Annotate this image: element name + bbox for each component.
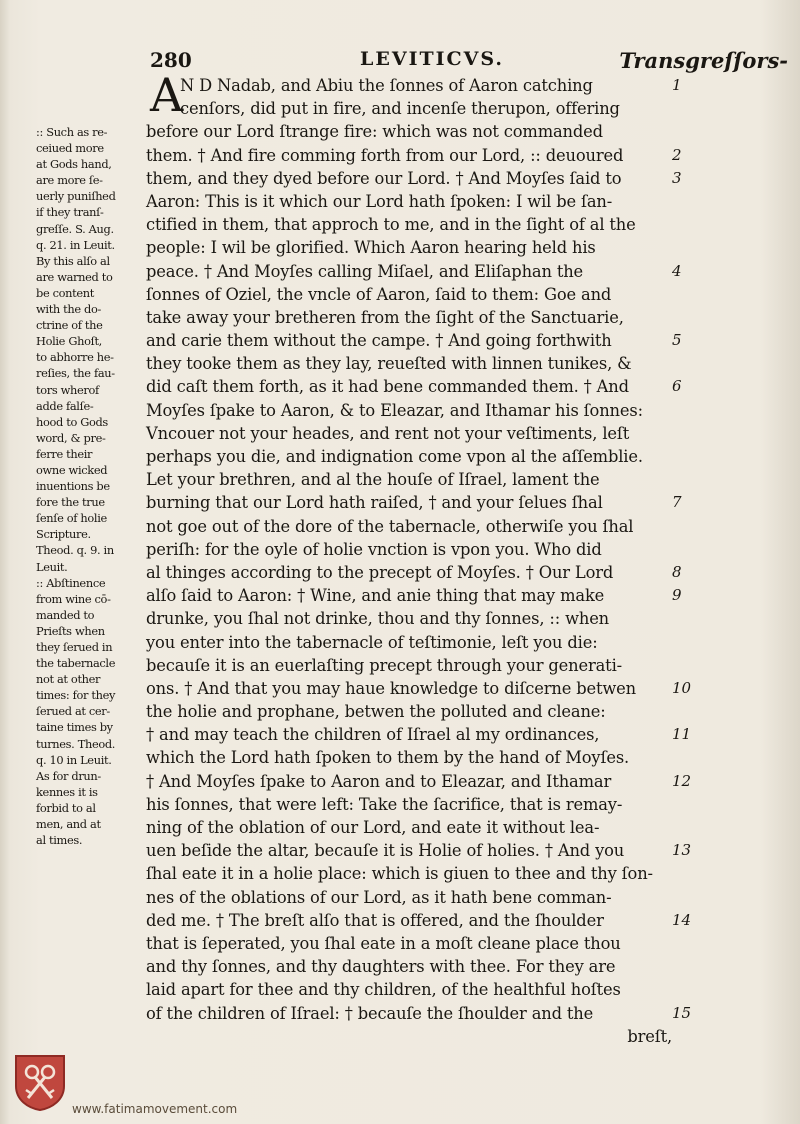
text-line: ctified in them, that approch to me, and in the ſight of al the [146,215,636,235]
scripture-text [146,68,672,1048]
margin-note-line: reſies, the fau- [36,366,115,381]
margin-note-line: from wine cō- [36,591,111,606]
margin-note-line: ceiued more [36,141,104,156]
margin-note-line: Theod. q. 9. in [36,543,114,558]
margin-note-line: be content [36,285,94,300]
margin-note-line: q. 21. in Leuit. [36,237,115,252]
text-line: not goe out of the dore of the tabernacle, otherwiſe you ſhal [146,516,634,536]
margin-note-line: Leuit. [36,559,68,574]
text-line: ons. † And that you may haue knowledge to diſcerne betwen [146,678,636,698]
verse-number: 1 [672,76,682,94]
text-line: uen beſide the altar, becauſe it is Holie of holies. † And you [146,841,625,861]
text-line: drunke, you ſhal not drinke, thou and thy ſonnes, :: when [146,609,610,629]
margin-note-line: hood to Gods [36,414,108,429]
verse-number [672,538,712,561]
margin-note-line: not at other [36,672,101,687]
verse-number [672,793,712,816]
page-number: 280 [150,48,192,72]
book-title: LEVITICVS. [360,48,505,70]
margin-note-line: uerly puniſhed [36,189,116,204]
text-line: nes of the oblations of our Lord, as it hath bene comman- [146,887,612,907]
text-line: his ſonnes, that were left: Take the ſacrifice, that is remay- [146,794,623,814]
margin-note-line: taine times by [36,720,113,735]
verse-number [672,445,712,468]
margin-note-line: forbid to al [36,800,96,815]
verse-number [672,816,712,839]
verse-number [672,978,712,1001]
text-line: did caſt them forth, as it had bene commanded them. † And [146,377,629,397]
verse-number [672,862,712,885]
verse-number: 7 [672,493,682,512]
verse-number [672,631,712,654]
text-line: laid apart for thee and thy children, of the healthful hoſtes [146,980,621,1000]
margin-note-line: Prieſts when [36,623,105,638]
margin-note-line: :: Such as re- [36,125,108,139]
text-line: becauſe it is an euerlaſting precept through your generati- [146,655,622,675]
margin-note-line: manded to [36,607,95,622]
verse-number [672,283,712,306]
text-line: the holie and prophane, betwen the polluted and cleane: [146,702,606,722]
verse-number: 12 [672,771,692,790]
verse-numbers [672,74,712,1048]
text-line: of the children of Iſrael: † becauſe the ſhoulder and the [146,1003,594,1023]
page-header [0,48,800,74]
text-line: them, and they dyed before our Lord. † And Moyſes ſaid to [146,168,622,188]
verse-number: 4 [672,261,682,280]
margin-note-line: inuentions be [36,479,110,494]
verse-number [672,422,712,445]
text-line: perhaps you die, and indignation come vpon al the aſſemblie. [146,447,643,466]
verse-number [672,120,712,143]
text-line: periſh: for the oyle of holie vnction is vpon you. Who did [146,539,602,559]
margin-note-line: Holie Ghoſt, [36,334,102,349]
verse-number: 8 [672,562,682,581]
margin-note-line: they ſerued in [36,640,113,654]
margin-note-line: By this alſo al [36,253,110,268]
margin-note-line: men, and at [36,817,101,832]
margin-note-line: the tabernacle [36,656,116,671]
margin-note-line: are more ſe- [36,173,103,188]
margin-note-line: tors wherof [36,382,99,397]
text-line: you enter into the tabernacle of teſtimonie, leſt you die: [146,632,598,652]
margin-note-line: Scripture. [36,527,91,542]
text-line: † And Moyſes ſpake to Aaron and to Eleazar, and Ithamar [146,771,612,791]
margin-note-line: turnes. Theod. [36,736,116,751]
verse-number [672,654,712,677]
margin-note-line: at Gods hand, [36,157,112,172]
verse-number: 11 [672,725,692,744]
verse-number [672,515,712,538]
text-line: ded me. † The breſt alſo that is offered, and the ſhoulder [146,910,604,930]
text-line: ning of the oblation of our Lord, and eate it without lea- [146,818,600,837]
verse-number: 13 [672,841,692,860]
text-line: that is ſeperated, you ſhal eate in a moſt cleane place thou [146,933,621,953]
text-line: Let your brethren, and al the houſe of Iſrael, lament the [146,470,600,490]
text-line: take away your bretheren from the ſight of the Sanctuarie, [146,307,624,327]
margin-note-line: ctrine of the [36,318,103,333]
drop-cap: A [150,68,184,122]
verse-number [672,97,712,120]
footer-url: www.fatimamovement.com [72,1102,238,1116]
text-line: and carie them without the campe. † And going forthwith [146,331,612,351]
margin-note-line: al times. [36,833,83,848]
margin-notes [36,124,142,848]
margin-note-line: greſſe. S. Aug. [36,221,114,236]
text-line: before our Lord ſtrange fire: which was not commanded [146,122,603,142]
verse-number: 9 [672,586,682,605]
margin-note-line: :: Abſtinence [36,575,106,590]
verse-number: 10 [672,678,692,697]
margin-note-line: with the do- [36,302,102,317]
margin-note-line: kennes it is [36,784,98,799]
margin-note-line: fore the true [36,495,105,510]
margin-note-line: owne wicked [36,462,108,477]
text-line: Aaron: This is it which our Lord hath ſpoken: I wil be ſan- [146,191,613,211]
margin-note-line: ferre their [36,446,93,461]
text-line: ſonnes of Oziel, the vncle of Aaron, ſaid to them: Goe and [146,284,612,304]
margin-note-line: if they tranſ- [36,205,104,220]
verse-number [672,886,712,909]
text-line: peace. † And Moyſes calling Miſael, and Eliſaphan the [146,261,584,281]
verse-number [672,236,712,259]
verse-number [672,306,712,329]
verse-number [672,1025,712,1048]
margin-note-line: ſerued at cer- [36,704,110,719]
fatima-crest-logo [12,1052,68,1112]
text-line: † and may teach the children of Iſrael al my ordinances, [146,725,600,745]
text-line: Vncouer not your heades, and rent not your veſtiments, leſt [146,423,630,443]
verse-number: 6 [672,377,682,396]
running-head: Transgreſſors- [619,48,788,73]
verse-number: 15 [672,1003,692,1022]
verse-number [672,190,712,213]
text-line: which the Lord hath ſpoken to them by the hand of Moyſes. [146,748,630,768]
verse-number: 3 [672,168,682,187]
verse-number [672,213,712,236]
verse-number [672,932,712,955]
text-line: breſt, [627,1026,672,1046]
margin-note-line: word, & pre- [36,430,106,445]
text-line: people: I wil be glorified. Which Aaron hearing held his [146,238,596,258]
text-line: ſhal eate it in a holie place: which is giuen to thee and thy ſon- [146,864,653,884]
verse-number: 2 [672,145,682,164]
text-line: alſo ſaid to Aaron: † Wine, and anie thing that may make [146,586,605,606]
text-line: and thy ſonnes, and thy daughters with thee. For they are [146,957,616,977]
text-line: they tooke them as they lay, reueſted with linnen tunikes, & [146,354,632,374]
text-line: N D Nadab, and Abiu the ſonnes of Aaron catching [180,76,593,95]
verse-number [672,468,712,491]
verse-number [672,700,712,723]
margin-note-line: ſenſe of holie [36,511,107,526]
verse-number [672,399,712,422]
margin-note-line: times: for they [36,688,116,703]
text-line: them. † And fire comming forth from our Lord, :: deuoured [146,145,624,165]
text-line: Moyſes ſpake to Aaron, & to Eleazar, and Ithamar his ſonnes: [146,400,643,420]
text-line: cenſors, did put in fire, and incenſe therupon, offering [180,99,620,119]
margin-note-line: adde falſe- [36,398,94,413]
margin-note-line: to abhorre he- [36,350,114,365]
verse-number [672,746,712,769]
verse-number [672,955,712,978]
margin-note-line: q. 10 in Leuit. [36,752,112,767]
verse-number: 14 [672,910,692,929]
margin-note-line: As for drun- [36,768,101,783]
verse-number [672,352,712,375]
text-line: burning that our Lord hath raiſed, † and your ſelues ſhal [146,493,603,513]
verse-number [672,607,712,630]
verse-number: 5 [672,331,682,350]
text-line: al thinges according to the precept of Moyſes. † Our Lord [146,562,614,582]
margin-note-line: are warned to [36,269,113,284]
